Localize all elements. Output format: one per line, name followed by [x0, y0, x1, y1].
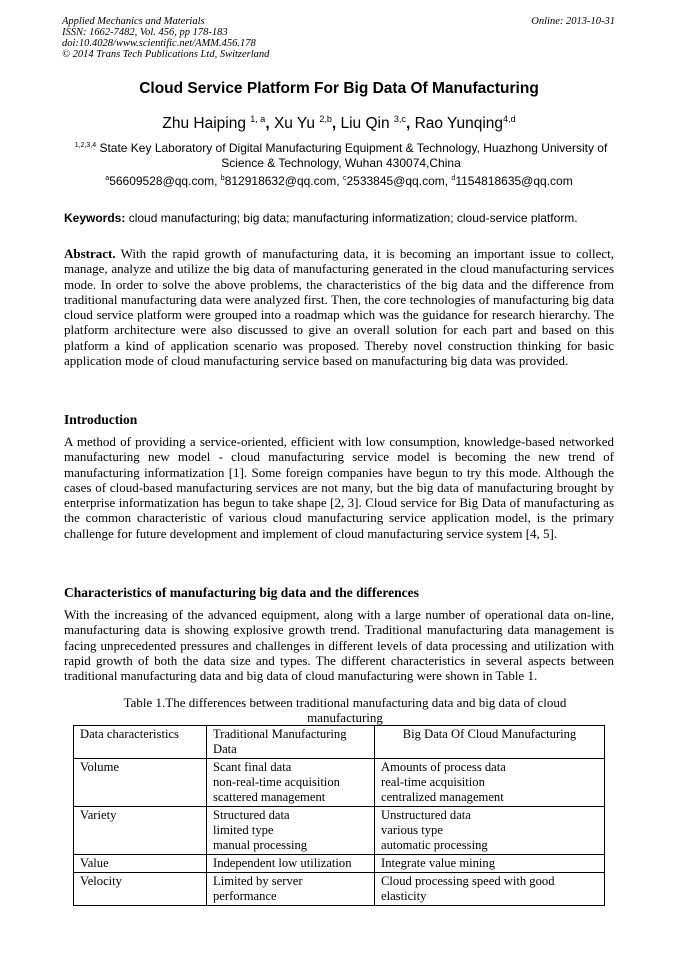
copyright: © 2014 Trans Tech Publications Ltd, Switzerland — [62, 49, 270, 60]
section-heading-introduction: Introduction — [64, 412, 138, 427]
paper-title: Cloud Service Platform For Big Data Of Manufacturing — [139, 80, 539, 97]
author-sup: 3,c — [393, 114, 406, 124]
cell-line: Unstructured data — [381, 808, 471, 822]
table-header-cell: Big Data Of Cloud Manufacturing — [375, 726, 605, 759]
table-cell: Velocity — [74, 873, 207, 906]
cell-line: scattered management — [213, 790, 326, 804]
cell-line: Structured data — [213, 808, 290, 822]
keywords — [64, 211, 616, 225]
email-sup: b — [220, 175, 225, 182]
table-caption: Table 1.The differences between traditional manufacturing data and big data of cloud manufacturing — [123, 695, 567, 725]
author-sup: 1, a — [250, 114, 266, 124]
table-header-cell: Traditional Manufacturing Data — [207, 726, 375, 759]
email-address[interactable]: 2533845@qq.com, — [346, 174, 449, 188]
cell-line: real-time acquisition — [381, 775, 485, 789]
comparison-table — [73, 725, 605, 906]
table-cell: Value — [74, 855, 207, 873]
abstract-text: With the rapid growth of manufacturing data, it is becoming an important issue to collect, manage, analyze and utilize the big data of manufacturing generated in the cloud manufacturing services mode. In order to solve the above problems, the characteristics of the big data and the difference from traditional manufacturing data were analyzed first. Then, the core technologies of manufacturing big data cloud service platform were grouped into a roadmap which was the guidance for research hierarchy. The platform architecture were also discussed to give an overall solution for each part and based on this platform a kind of application scenario was proposed. Thereby novel construction thinking for basic application mode of cloud manufacturing service based on manufacturing big data was provided. — [64, 246, 614, 369]
email-address[interactable]: 812918632@qq.com, — [224, 174, 340, 188]
email-sup: c — [342, 175, 347, 182]
table-cell: Variety — [74, 807, 207, 855]
journal-name: Applied Mechanics and Materials — [62, 16, 205, 27]
doi: doi:10.4028/www.scientific.net/AMM.456.178 — [62, 38, 256, 49]
introduction-text: A method of providing a service-oriented, efficient with low consumption, knowledge-based networked manufacturing new model - cloud manufacturing service model is becoming the new trend of manufacturing informatization [1]. Some foreign companies have begun to try this mode. Although the cases of cloud-based manufacturing services are not many, but the big data of manufacturing brought by enterprise informatization has begun to take shape [2, 3]. Cloud service for Big Data of manufacturing as the common characteristic of various cloud manufacturing service application model, is the primary challenge for future development and implement of cloud manufacturing service system [4, 5]. — [64, 434, 614, 541]
table-cell — [207, 807, 375, 855]
table-row — [74, 759, 605, 807]
author-sup: 4,d — [503, 114, 516, 124]
author-name: Rao Yunqing — [414, 115, 504, 133]
cell-line: manual processing — [213, 838, 308, 852]
table-row — [74, 873, 605, 906]
cell-line: automatic processing — [381, 838, 488, 852]
email-sup: a — [105, 175, 110, 182]
email-sup: d — [451, 175, 456, 182]
email-list — [0, 174, 678, 188]
table-cell: Cloud processing speed with good elasticity — [375, 873, 605, 906]
keywords-label: Keywords: — [64, 211, 126, 225]
table-cell: Volume — [74, 759, 207, 807]
cell-line: Scant final data — [213, 760, 292, 774]
journal-header — [62, 16, 269, 60]
email-address[interactable]: 56609528@qq.com, — [109, 174, 218, 188]
online-date: Online: 2013-10-31 — [531, 16, 615, 27]
cell-line: centralized management — [381, 790, 504, 804]
table-header-row — [74, 726, 605, 759]
author-name: Liu Qin — [340, 115, 390, 133]
abstract — [64, 246, 614, 368]
affiliation-text: State Key Laboratory of Digital Manufacturing Equipment & Technology, Huazhong University of Science & Technology, Wuhan 430074,China — [99, 141, 608, 170]
table-cell — [375, 759, 605, 807]
table-cell: Limited by server performance — [207, 873, 375, 906]
table-cell — [375, 807, 605, 855]
cell-line: various type — [381, 823, 443, 837]
affiliation-sup: 1,2,3,4 — [74, 142, 97, 149]
table-cell: Integrate value mining — [375, 855, 605, 873]
author-name: Xu Yu — [273, 115, 316, 133]
cell-line: non-real-time acquisition — [213, 775, 340, 789]
keywords-text: cloud manufacturing; big data; manufacturing informatization; cloud-service platform. — [128, 211, 578, 225]
abstract-label: Abstract. — [64, 246, 116, 261]
table-cell: Independent low utilization — [207, 855, 375, 873]
cell-line: limited type — [213, 823, 274, 837]
table-header-cell: Data characteristics — [74, 726, 207, 759]
issn: ISSN: 1662-7482, Vol. 456, pp 178-183 — [62, 27, 228, 38]
table-row — [74, 807, 605, 855]
affiliation — [66, 138, 616, 171]
author-name: Zhu Haiping — [162, 115, 246, 133]
cell-line: Amounts of process data — [381, 760, 506, 774]
characteristics-text: With the increasing of the advanced equipment, along with a large number of operational data on-line, manufacturing data is showing explosive growth trend. Traditional manufacturing data management is facing unprecedented pressures and challenges in different levels of data processing and utilization with rapid growth of both the data size and types. The different characteristics in several aspects between traditional manufacturing data and big data of cloud manufacturing were shown in Table 1. — [64, 607, 614, 684]
table-row — [74, 855, 605, 873]
table-cell — [207, 759, 375, 807]
section-heading-characteristics: Characteristics of manufacturing big data and the differences — [64, 585, 419, 600]
email-address[interactable]: 1154818635@qq.com — [455, 174, 573, 188]
author-list: Zhu Haiping $^{1, a}$, Xu Yu $^{2,b}$, Liu Qin $^{3,c}$, Rao Yunqing$^{4,d}$ — [162, 114, 516, 133]
author-sup: 2,b — [319, 114, 332, 124]
